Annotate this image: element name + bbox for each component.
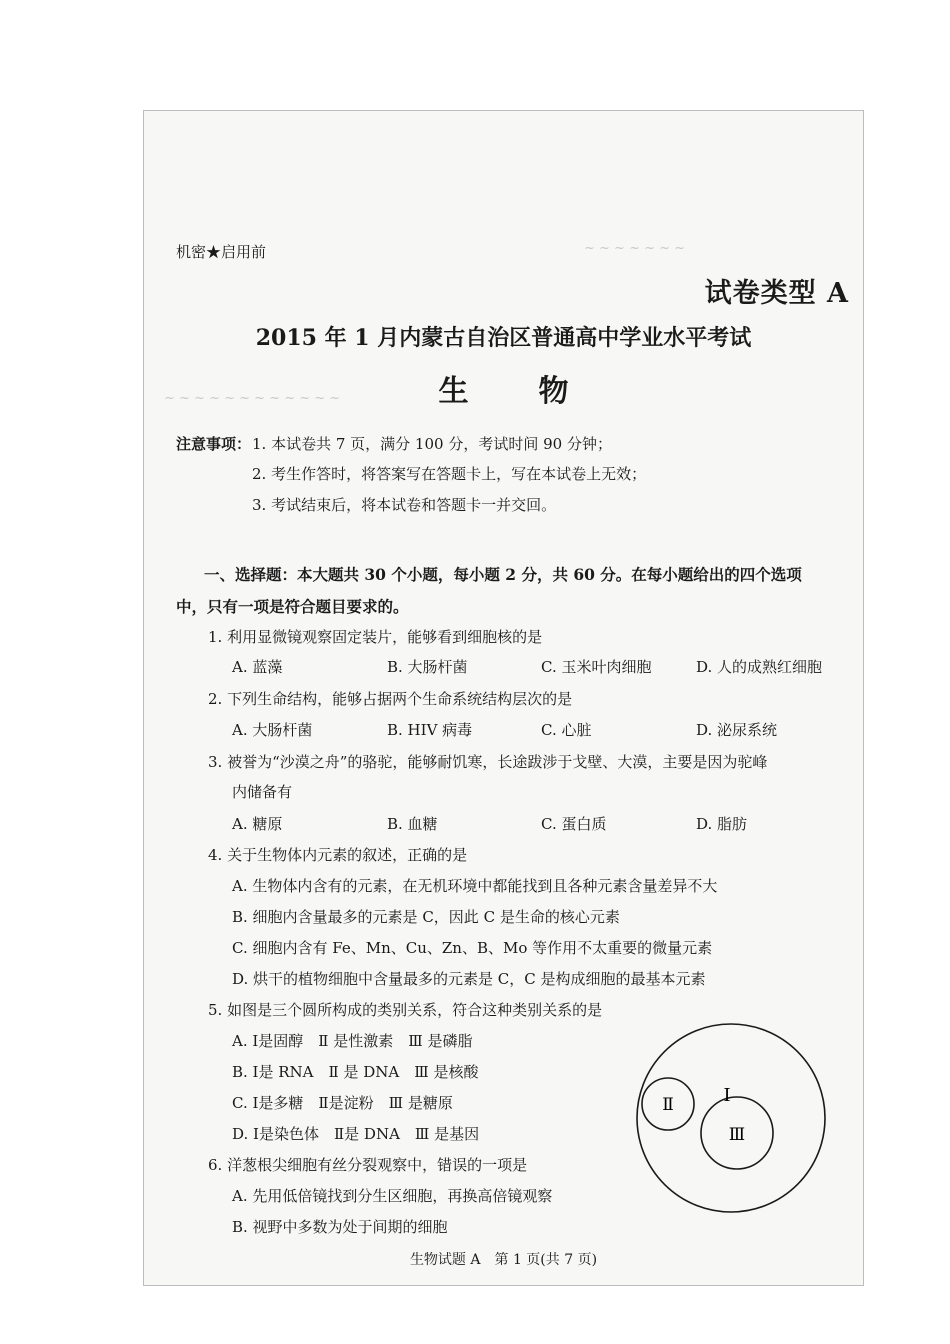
exam-title: 2015 年 1 月内蒙古自治区普通高中学业水平考试 — [255, 325, 752, 351]
option: B. 大肠杆菌 — [387, 658, 468, 676]
option: A. 糖原 — [232, 815, 283, 833]
section-instruction: 一、选择题：本大题共 30 个小题，每小题 2 分，共 60 分。在每小题给出的四个选项 — [204, 565, 802, 584]
question-stem: 3. 被誉为“沙漠之舟”的骆驼，能够耐饥寒，长途跋涉于戈壁、大漠，主要是因为驼峰 — [208, 753, 768, 771]
option: C. 蛋白质 — [541, 815, 607, 833]
question-stem: 4. 关于生物体内元素的叙述，正确的是 — [208, 846, 468, 864]
notice-item: 2. 考生作答时，将答案写在答题卡上，写在本试卷上无效； — [252, 465, 647, 483]
notice-item: 3. 考试结束后，将本试卷和答题卡一并交回。 — [252, 496, 557, 514]
option: B. HIV 病毒 — [387, 721, 473, 739]
option: D. 烘干的植物细胞中含量最多的元素是 C，C 是构成细胞的最基本元素 — [232, 970, 706, 988]
option: B. 血糖 — [387, 815, 438, 833]
option: B. Ⅰ是 RNA Ⅱ 是 DNA Ⅲ 是核酸 — [232, 1063, 479, 1081]
paper-type: 试卷类型 A — [704, 278, 849, 309]
notice-heading: 注意事项： — [176, 435, 252, 453]
option: A. 蓝藻 — [232, 658, 283, 676]
venn-diagram — [628, 1016, 828, 1216]
option: B. 视野中多数为处于间期的细胞 — [232, 1218, 448, 1236]
question-stem: 1. 利用显微镜观察固定装片，能够看到细胞核的是 — [208, 628, 543, 646]
question-stem: 5. 如图是三个圆所构成的类别关系，符合这种类别关系的是 — [208, 1001, 603, 1019]
option: C. 心脏 — [541, 721, 592, 739]
question-stem: 2. 下列生命结构，能够占据两个生命系统结构层次的是 — [208, 690, 573, 708]
section-instruction: 中，只有一项是符合题目要求的。 — [176, 597, 409, 616]
subject-title: 生物 — [438, 374, 639, 409]
bleed-through-text: ~ ~ ~ ~ ~ ~ ~ ~ ~ ~ ~ ~ — [164, 391, 341, 406]
option: C. 玉米叶肉细胞 — [541, 658, 652, 676]
exam-page — [143, 110, 864, 1286]
option: A. 大肠杆菌 — [232, 721, 313, 739]
question-stem-continued: 内储备有 — [232, 783, 293, 801]
option: A. Ⅰ是固醇 Ⅱ 是性激素 Ⅲ 是磷脂 — [232, 1032, 473, 1050]
question-stem: 6. 洋葱根尖细胞有丝分裂观察中，错误的一项是 — [208, 1156, 528, 1174]
option: D. Ⅰ是染色体 Ⅱ是 DNA Ⅲ 是基因 — [232, 1125, 480, 1143]
option: C. Ⅰ是多糖 Ⅱ是淀粉 Ⅲ 是糖原 — [232, 1094, 453, 1112]
option: D. 泌尿系统 — [696, 721, 778, 739]
notice-item: 1. 本试卷共 7 页，满分 100 分，考试时间 90 分钟； — [252, 435, 612, 453]
page-footer: 生物试题 A 第 1 页(共 7 页) — [409, 1252, 598, 1268]
option: D. 人的成熟红细胞 — [696, 658, 823, 676]
option: A. 先用低倍镜找到分生区细胞，再换高倍镜观察 — [232, 1187, 553, 1205]
label-two: Ⅱ — [662, 1095, 674, 1115]
option: A. 生物体内含有的元素，在无机环境中都能找到且各种元素含量差异不大 — [232, 877, 718, 895]
option: B. 细胞内含量最多的元素是 C，因此 C 是生命的核心元素 — [232, 908, 620, 926]
option: C. 细胞内含有 Fe、Mn、Cu、Zn、B、Mo 等作用不太重要的微量元素 — [232, 939, 713, 957]
circle-one — [637, 1024, 825, 1212]
bleed-through-text: ~ ~ ~ ~ ~ ~ ~ — [584, 241, 686, 256]
label-three: Ⅲ — [728, 1125, 746, 1145]
label-one: Ⅰ — [723, 1085, 731, 1106]
confidential-label: 机密★启用前 — [176, 243, 267, 261]
option: D. 脂肪 — [696, 815, 748, 833]
